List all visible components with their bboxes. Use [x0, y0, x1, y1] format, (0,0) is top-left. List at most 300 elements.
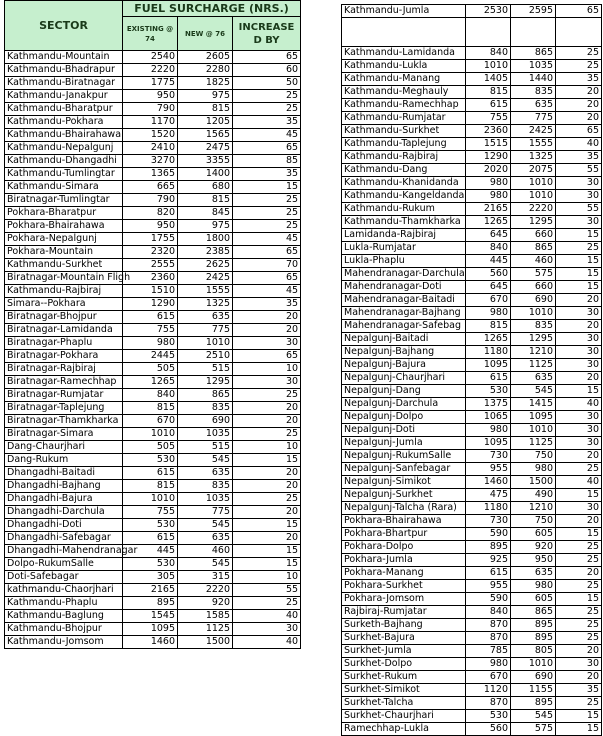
existing-cell: 615 [123, 467, 178, 480]
sector-cell: Pokhara-Surkhet [342, 580, 466, 593]
table-row [342, 151, 602, 164]
increase-cell: 20 [556, 86, 602, 99]
new-cell: 2280 [178, 64, 233, 77]
existing-cell: 590 [466, 528, 511, 541]
existing-cell: 560 [466, 268, 511, 281]
sector-cell: Kathmandu-Pokhara [5, 116, 123, 129]
increase-cell: 25 [556, 242, 602, 255]
table-row [5, 168, 301, 181]
new-cell: 515 [178, 441, 233, 454]
sector-cell: Lukla-Rumjatar [342, 242, 466, 255]
increase-cell: 25 [556, 580, 602, 593]
sector-cell: Nepalgunj-Dolpo [342, 411, 466, 424]
sector-cell: Kathmandu-Rumjatar [342, 112, 466, 125]
sector-cell: Nepalgunj-Baitadi [342, 333, 466, 346]
sector-cell: Kathmandu-Nepalgunj [5, 142, 123, 155]
left-fare-table [4, 0, 301, 649]
table-row [342, 398, 602, 411]
increase-cell: 25 [556, 632, 602, 645]
sector-cell: Nepalgunj-Jumla [342, 437, 466, 450]
sector-cell: Surkhet-Chaurjhari [342, 710, 466, 723]
table-row [342, 268, 602, 281]
sector-cell: Kathmandu-Bhojpur [5, 623, 123, 636]
existing-cell: 530 [123, 558, 178, 571]
new-cell: 815 [178, 194, 233, 207]
increase-cell: 30 [556, 359, 602, 372]
existing-cell: 645 [466, 281, 511, 294]
sector-cell: Nepalgunj-Bajhang [342, 346, 466, 359]
sector-cell: Pokhara-Bhairahawa [342, 515, 466, 528]
increase-cell: 35 [233, 168, 301, 181]
increase-cell: 15 [556, 528, 602, 541]
sector-cell: Mahendranagar-Darchula [342, 268, 466, 281]
table-row [5, 233, 301, 246]
existing-cell: 1510 [123, 285, 178, 298]
existing-cell: 530 [123, 454, 178, 467]
sector-cell: Dhangadhi-Doti [5, 519, 123, 532]
increase-cell: 85 [233, 155, 301, 168]
table-row [342, 671, 602, 684]
increase-cell: 55 [556, 164, 602, 177]
table-row [342, 372, 602, 385]
new-cell: 950 [511, 554, 556, 567]
table-row [342, 502, 602, 515]
table-row [5, 376, 301, 389]
table-row [342, 580, 602, 593]
sector-cell: Kathmandu-Dhangadhi [5, 155, 123, 168]
sector-cell: Biratnagar-Lamidanda [5, 324, 123, 337]
existing-cell: 955 [466, 580, 511, 593]
sector-cell: Kathmandu-Rajbiraj [5, 285, 123, 298]
table-row [342, 229, 602, 242]
new-cell: 3355 [178, 155, 233, 168]
increase-cell: 25 [233, 103, 301, 116]
increase-cell: 20 [556, 294, 602, 307]
table-row [5, 363, 301, 376]
existing-cell: 730 [466, 515, 511, 528]
increase-header: INCREASE D BY [233, 17, 301, 51]
increase-cell: 10 [233, 363, 301, 376]
new-cell: 815 [178, 103, 233, 116]
increase-cell: 30 [233, 623, 301, 636]
new-cell: 835 [511, 320, 556, 333]
existing-cell: 1010 [123, 428, 178, 441]
increase-cell: 25 [233, 220, 301, 233]
table-row [342, 424, 602, 437]
table-row [342, 60, 602, 73]
increase-cell: 25 [556, 619, 602, 632]
existing-cell: 895 [466, 541, 511, 554]
increase-cell: 25 [233, 90, 301, 103]
sector-cell: Pokhara-Dolpo [342, 541, 466, 554]
existing-cell: 2410 [123, 142, 178, 155]
increase-cell: 40 [556, 476, 602, 489]
existing-cell: 1010 [123, 493, 178, 506]
new-cell: 1010 [511, 307, 556, 320]
table-row [342, 125, 602, 138]
new-cell: 775 [178, 324, 233, 337]
new-cell: 635 [178, 467, 233, 480]
table-row [5, 324, 301, 337]
increase-cell: 35 [556, 73, 602, 86]
increase-cell: 20 [556, 645, 602, 658]
increase-cell: 20 [233, 415, 301, 428]
sector-cell: Kathmandu-Rukum [342, 203, 466, 216]
new-cell: 835 [178, 402, 233, 415]
sector-cell: Kathmandu-Janakpur [5, 90, 123, 103]
increase-cell: 65 [233, 51, 301, 64]
table-row [5, 350, 301, 363]
table-row [342, 5, 602, 18]
new-cell: 690 [511, 294, 556, 307]
table-row [5, 285, 301, 298]
new-cell: 1125 [511, 359, 556, 372]
existing-cell: 1290 [466, 151, 511, 164]
increase-cell: 20 [233, 311, 301, 324]
increase-cell: 30 [556, 216, 602, 229]
sector-cell: Kathmandu-Surkhet [342, 125, 466, 138]
existing-cell: 1375 [466, 398, 511, 411]
table-row [342, 463, 602, 476]
sector-cell: Kathmandu-Surkhet [5, 259, 123, 272]
sector-cell: Kathmandu-Thamkharka [342, 216, 466, 229]
table-row [342, 112, 602, 125]
table-row [342, 437, 602, 450]
increase-cell: 65 [233, 272, 301, 285]
table-row [342, 255, 602, 268]
existing-cell: 815 [466, 320, 511, 333]
sector-cell: Nepalgunj-Doti [342, 424, 466, 437]
table-row [5, 155, 301, 168]
increase-cell: 65 [233, 350, 301, 363]
existing-cell: 615 [123, 311, 178, 324]
existing-cell: 560 [466, 723, 511, 736]
table-row [5, 337, 301, 350]
right-fare-table [341, 4, 602, 736]
increase-cell: 15 [556, 593, 602, 606]
sector-cell: Mahendranagar-Bajhang [342, 307, 466, 320]
table-row [5, 77, 301, 90]
new-cell: 1035 [178, 428, 233, 441]
table-row [342, 554, 602, 567]
sector-cell: Doti-Safebagar [5, 571, 123, 584]
increase-cell: 70 [233, 259, 301, 272]
existing-cell: 530 [466, 710, 511, 723]
sector-cell: Pokhara-Jomsom [342, 593, 466, 606]
increase-cell: 10 [233, 571, 301, 584]
increase-cell: 30 [556, 190, 602, 203]
increase-cell: 65 [233, 142, 301, 155]
sector-cell: Nepalgunj-Simikot [342, 476, 466, 489]
increase-cell: 20 [556, 515, 602, 528]
existing-cell: 815 [123, 402, 178, 415]
table-row [342, 710, 602, 723]
sector-cell: Biratnagar-Taplejung [5, 402, 123, 415]
new-cell: 1295 [511, 333, 556, 346]
increase-cell: 15 [556, 489, 602, 502]
increase-cell: 60 [233, 64, 301, 77]
new-cell: 1585 [178, 610, 233, 623]
new-cell: 1325 [511, 151, 556, 164]
table-row [5, 415, 301, 428]
existing-cell: 2165 [123, 584, 178, 597]
table-row [5, 311, 301, 324]
table-row [342, 658, 602, 671]
new-cell: 895 [511, 632, 556, 645]
sector-cell: Surkhet-Bajura [342, 632, 466, 645]
sector-cell: Kathmandu-Bhadrapur [5, 64, 123, 77]
existing-cell: 2530 [466, 5, 511, 18]
new-cell: 635 [511, 372, 556, 385]
new-cell: 975 [178, 90, 233, 103]
increase-cell: 25 [556, 463, 602, 476]
existing-cell: 1775 [123, 77, 178, 90]
table-row [5, 597, 301, 610]
existing-cell: 790 [123, 194, 178, 207]
new-cell: 1825 [178, 77, 233, 90]
increase-cell: 30 [556, 307, 602, 320]
existing-cell: 2540 [123, 51, 178, 64]
sector-cell: Dang-Rukum [5, 454, 123, 467]
existing-cell: 615 [123, 532, 178, 545]
increase-cell: 25 [233, 428, 301, 441]
increase-cell: 35 [556, 151, 602, 164]
table-row [342, 216, 602, 229]
new-cell: 1295 [178, 376, 233, 389]
sector-cell: Mahendranagar-Baitadi [342, 294, 466, 307]
sector-cell: Dhangadhi-Bajura [5, 493, 123, 506]
new-cell: 2385 [178, 246, 233, 259]
increase-cell: 25 [233, 389, 301, 402]
table-row [342, 450, 602, 463]
table-row [342, 359, 602, 372]
sector-cell: Biratnagar-Tumlingtar [5, 194, 123, 207]
existing-cell: 1755 [123, 233, 178, 246]
existing-cell: 1460 [123, 636, 178, 649]
new-cell: 545 [511, 385, 556, 398]
existing-cell: 1545 [123, 610, 178, 623]
new-cell: 605 [511, 593, 556, 606]
increase-cell: 15 [556, 255, 602, 268]
increase-cell: 30 [556, 437, 602, 450]
increase-cell: 35 [556, 684, 602, 697]
table-row [5, 272, 301, 285]
existing-cell: 730 [466, 450, 511, 463]
table-row [5, 441, 301, 454]
increase-cell: 15 [556, 723, 602, 736]
table-row [5, 402, 301, 415]
table-row [5, 103, 301, 116]
new-cell: 635 [178, 532, 233, 545]
existing-cell: 1095 [466, 359, 511, 372]
new-cell: 2075 [511, 164, 556, 177]
table-row [5, 545, 301, 558]
existing-cell: 2445 [123, 350, 178, 363]
existing-cell: 2020 [466, 164, 511, 177]
table-row [342, 47, 602, 60]
existing-cell: 980 [466, 177, 511, 190]
increase-cell: 20 [556, 671, 602, 684]
existing-cell: 980 [466, 307, 511, 320]
existing-cell: 2360 [123, 272, 178, 285]
increase-cell: 65 [556, 125, 602, 138]
table-row [342, 307, 602, 320]
new-cell: 1295 [511, 216, 556, 229]
table-row [342, 593, 602, 606]
new-cell: 1205 [178, 116, 233, 129]
sector-cell: Kathmandu-Meghauly [342, 86, 466, 99]
new-cell: 1095 [511, 411, 556, 424]
new-cell: 545 [178, 519, 233, 532]
table-row [5, 519, 301, 532]
existing-cell: 925 [466, 554, 511, 567]
table-row [5, 610, 301, 623]
sector-cell: Kathmandu-Bharatpur [5, 103, 123, 116]
sector-cell: Lamidanda-Rajbiraj [342, 229, 466, 242]
new-cell: 845 [178, 207, 233, 220]
existing-cell: 1265 [466, 216, 511, 229]
increase-cell: 30 [556, 411, 602, 424]
table-row [342, 645, 602, 658]
existing-cell: 1265 [466, 333, 511, 346]
increase-cell: 55 [556, 203, 602, 216]
new-cell: 775 [178, 506, 233, 519]
increase-cell: 20 [233, 480, 301, 493]
new-cell: 1010 [511, 177, 556, 190]
sector-cell: Biratnagar-Rumjatar [5, 389, 123, 402]
table-row [342, 138, 602, 151]
existing-cell: 1265 [123, 376, 178, 389]
table-row [5, 246, 301, 259]
increase-cell: 35 [233, 116, 301, 129]
left-table-body [5, 51, 301, 649]
new-cell: 1125 [511, 437, 556, 450]
new-cell: 460 [178, 545, 233, 558]
increase-cell: 20 [233, 324, 301, 337]
table-row [5, 428, 301, 441]
table-row [5, 259, 301, 272]
new-cell: 1125 [178, 623, 233, 636]
increase-cell: 45 [233, 233, 301, 246]
new-cell: 895 [511, 619, 556, 632]
existing-cell: 1520 [123, 129, 178, 142]
sector-cell: Kathmandu-Baglung [5, 610, 123, 623]
new-cell: 865 [511, 606, 556, 619]
new-cell: 660 [511, 229, 556, 242]
existing-cell: 445 [123, 545, 178, 558]
new-cell: 490 [511, 489, 556, 502]
existing-cell: 1170 [123, 116, 178, 129]
existing-cell: 840 [123, 389, 178, 402]
table-row [342, 333, 602, 346]
new-cell: 575 [511, 268, 556, 281]
existing-cell: 670 [466, 671, 511, 684]
new-cell: 805 [511, 645, 556, 658]
new-cell: 545 [178, 454, 233, 467]
table-row [5, 220, 301, 233]
table-row [342, 723, 602, 736]
table-row [342, 320, 602, 333]
table-row [5, 558, 301, 571]
existing-cell: 980 [466, 658, 511, 671]
increase-cell: 15 [556, 281, 602, 294]
existing-cell: 2555 [123, 259, 178, 272]
new-cell: 1500 [511, 476, 556, 489]
sector-cell: Biratnagar-Simara [5, 428, 123, 441]
existing-cell: 755 [123, 506, 178, 519]
table-row [5, 506, 301, 519]
new-cell: 750 [511, 450, 556, 463]
existing-cell: 2220 [123, 64, 178, 77]
sector-cell: Nepalgunj-RukumSalle [342, 450, 466, 463]
new-cell: 2510 [178, 350, 233, 363]
existing-cell: 670 [466, 294, 511, 307]
new-cell: 460 [511, 255, 556, 268]
sector-cell: Kathmandu-Biratnagar [5, 77, 123, 90]
increase-cell: 20 [233, 532, 301, 545]
new-cell: 1010 [511, 658, 556, 671]
sector-cell: Biratnagar-Rajbiraj [5, 363, 123, 376]
table-row [5, 623, 301, 636]
sector-cell: Kathmandu-Jomsom [5, 636, 123, 649]
sector-cell: Dhangadhi-Mahendranagar [5, 545, 123, 558]
sector-cell: Dhangadhi-Safebagar [5, 532, 123, 545]
sector-cell: Kathmandu-Phaplu [5, 597, 123, 610]
increase-cell: 50 [233, 77, 301, 90]
increase-cell: 15 [233, 519, 301, 532]
table-row [5, 636, 301, 649]
increase-cell: 25 [233, 207, 301, 220]
increase-cell: 20 [556, 99, 602, 112]
new-cell: 2475 [178, 142, 233, 155]
fuel-surcharge-header: FUEL SURCHARGE (NRS.) [123, 1, 301, 17]
table-row [5, 532, 301, 545]
new-cell: 980 [511, 463, 556, 476]
sector-cell: Nepalgunj-Sanfebagar [342, 463, 466, 476]
increase-cell: 35 [233, 298, 301, 311]
table-row [342, 632, 602, 645]
table-row [5, 493, 301, 506]
table-row [5, 90, 301, 103]
table-row [342, 697, 602, 710]
sector-cell: Surkhet-Dolpo [342, 658, 466, 671]
new-cell: 2425 [178, 272, 233, 285]
existing-cell: 980 [466, 424, 511, 437]
table-row [5, 181, 301, 194]
sector-cell: Kathmandu-Manang [342, 73, 466, 86]
table-row [342, 489, 602, 502]
increase-cell: 65 [233, 246, 301, 259]
sector-cell: Kathmandu-Mountain [5, 51, 123, 64]
new-cell: 690 [178, 415, 233, 428]
sector-cell: Surkhet-Rukum [342, 671, 466, 684]
new-cell: 980 [511, 580, 556, 593]
sector-cell: Surkhet-Jumla [342, 645, 466, 658]
existing-cell: 505 [123, 363, 178, 376]
existing-cell: 1095 [123, 623, 178, 636]
existing-cell: 955 [466, 463, 511, 476]
existing-cell: 3270 [123, 155, 178, 168]
new-cell: 1800 [178, 233, 233, 246]
existing-cell: 2165 [466, 203, 511, 216]
increase-cell: 25 [556, 554, 602, 567]
existing-header: EXISTING @ 74 [123, 17, 178, 51]
increase-cell: 20 [233, 402, 301, 415]
table-row [5, 51, 301, 64]
new-header: NEW @ 76 [178, 17, 233, 51]
increase-cell: 40 [556, 138, 602, 151]
increase-cell: 15 [233, 181, 301, 194]
